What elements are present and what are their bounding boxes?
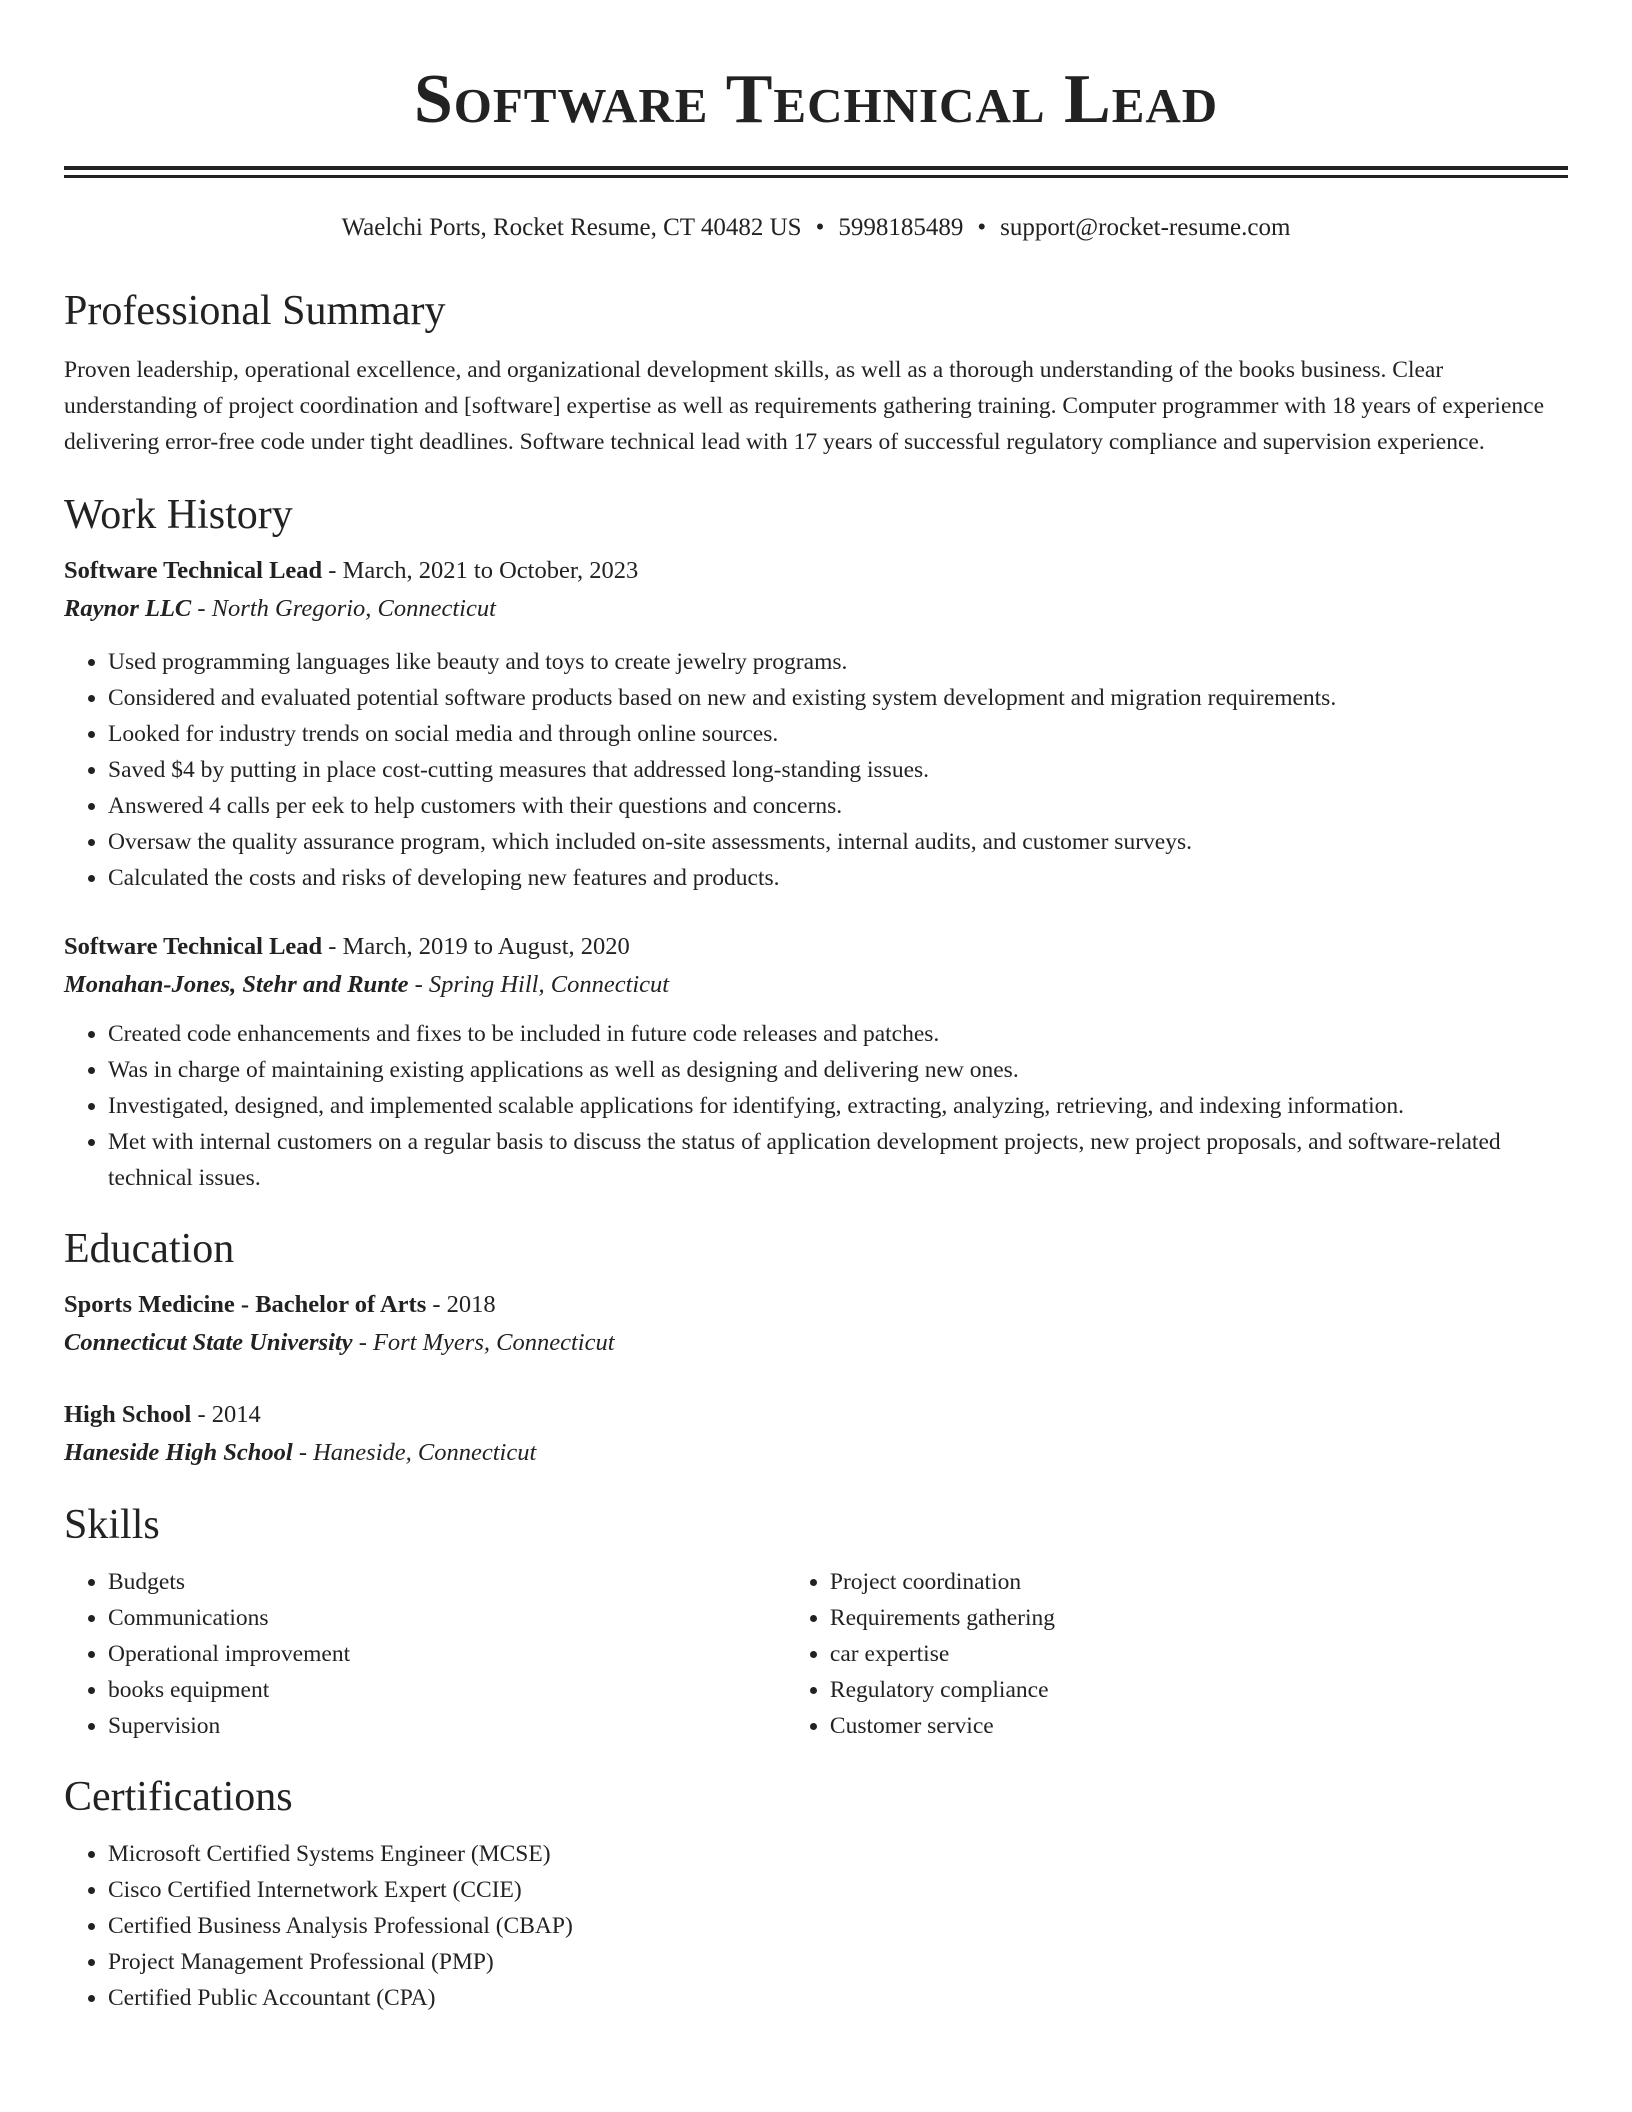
skills-list-right [786,1564,1568,1744]
job-title-line [64,928,1568,966]
list-item: • Project Management Professional (PMP) [108,1944,1568,1980]
education-entry [64,1396,1568,1472]
job-dates: - March, 2021 to October, 2023 [322,557,639,584]
list-item: • Looked for industry trends on social media and through online sources. [108,716,1568,752]
education-school-line [64,1324,1568,1362]
section-heading-certifications: Certifications [64,1774,293,1820]
resume-title: Software Technical Lead [413,61,1219,138]
job-entry [64,552,1568,896]
list-item: • Created code enhancements and fixes to be included in future code releases and patches. [108,1016,1568,1052]
education-school: Connecticut State University [64,1329,353,1356]
list-item: • Met with internal customers on a regular basis to discuss the status of application development projects, new project proposals, and software-related technical issues. [108,1124,1568,1196]
contact-phone: 5998185489 [838,214,964,241]
contact-separator: • [977,214,987,241]
education-school: Haneside High School [64,1439,293,1466]
list-item: • Certified Business Analysis Professional (CBAP) [108,1908,1568,1944]
education-school-line [64,1434,1568,1472]
job-entry [64,928,1568,1196]
list-item: • Requirements gathering [830,1600,1568,1636]
list-item: • Supervision [108,1708,786,1744]
section-heading-summary: Professional Summary [64,288,446,334]
education-degree: Sports Medicine - Bachelor of Arts [64,1291,427,1318]
education-location: - Fort Myers, Connecticut [352,1329,615,1356]
list-item: • Regulatory compliance [830,1672,1568,1708]
list-item: • Answered 4 calls per eek to help customers with their questions and concerns. [108,788,1568,824]
education-location: - Haneside, Connecticut [292,1439,537,1466]
list-item: • Operational improvement [108,1636,786,1672]
education-year: - 2014 [191,1401,261,1428]
list-item: • Saved $4 by putting in place cost-cutting measures that addressed long-standing issues. [108,752,1568,788]
education-entry [64,1286,1568,1362]
title-rule-bottom [64,175,1568,178]
skills-columns [64,1564,1568,1744]
list-item: • Was in charge of maintaining existing applications as well as designing and delivering new ones. [108,1052,1568,1088]
section-heading-education: Education [64,1226,235,1272]
education-year: - 2018 [426,1291,496,1318]
job-company-line [64,966,1568,1004]
list-item: • Oversaw the quality assurance program, which included on-site assessments, internal audits, and customer surveys. [108,824,1568,860]
list-item: • car expertise [830,1636,1568,1672]
education-degree: High School [64,1401,192,1428]
job-bullets [64,644,1568,896]
job-bullets [64,1016,1568,1196]
list-item: • Communications [108,1600,786,1636]
list-item: • Customer service [830,1708,1568,1744]
list-item: • Investigated, designed, and implemented scalable applications for identifying, extracting, analyzing, retrieving, and indexing information. [108,1088,1568,1124]
list-item: • Budgets [108,1564,786,1600]
education-degree-line [64,1286,1568,1324]
list-item: • Considered and evaluated potential software products based on new and existing system development and migration requirements. [108,680,1568,716]
resume-page [64,0,1568,2016]
job-location: - Spring Hill, Connecticut [408,971,670,998]
job-company-line [64,590,1568,628]
list-item: • Calculated the costs and risks of developing new features and products. [108,860,1568,896]
job-company: Monahan-Jones, Stehr and Runte [64,971,409,998]
list-item: • Microsoft Certified Systems Engineer (MCSE) [108,1836,1568,1872]
certifications-list [64,1836,1568,2016]
contact-email: support@rocket-resume.com [1000,214,1291,241]
job-title-line [64,552,1568,590]
summary-text: Proven leadership, operational excellence, and organizational development skills, as well as a thorough understanding of the books business. Clear understanding of project coordination and [software] expertise as well as requirements gathering training. Computer programmer with 18 years of experience delivering error-free code under tight deadlines. Software technical lead with 17 years of successful regulatory compliance and supervision experience. [64,357,1544,455]
job-location: - North Gregorio, Connecticut [191,595,496,622]
section-heading-work: Work History [64,492,293,538]
title-rule-top [64,166,1568,170]
list-item: • Certified Public Accountant (CPA) [108,1980,1568,2016]
list-item: • Cisco Certified Internetwork Expert (CCIE) [108,1872,1568,1908]
job-dates: - March, 2019 to August, 2020 [322,933,630,960]
job-title: Software Technical Lead [64,933,323,960]
job-company: Raynor LLC [64,595,192,622]
list-item: • Used programming languages like beauty and toys to create jewelry programs. [108,644,1568,680]
section-heading-skills: Skills [64,1502,160,1548]
contact-line [64,212,1568,244]
certifications-section [64,1836,1568,2016]
list-item: • books equipment [108,1672,786,1708]
contact-address: Waelchi Ports, Rocket Resume, CT 40482 US [341,214,802,241]
skills-list-left [64,1564,786,1744]
contact-separator: • [815,214,825,241]
education-degree-line [64,1396,1568,1434]
job-title: Software Technical Lead [64,557,323,584]
list-item: • Project coordination [830,1564,1568,1600]
